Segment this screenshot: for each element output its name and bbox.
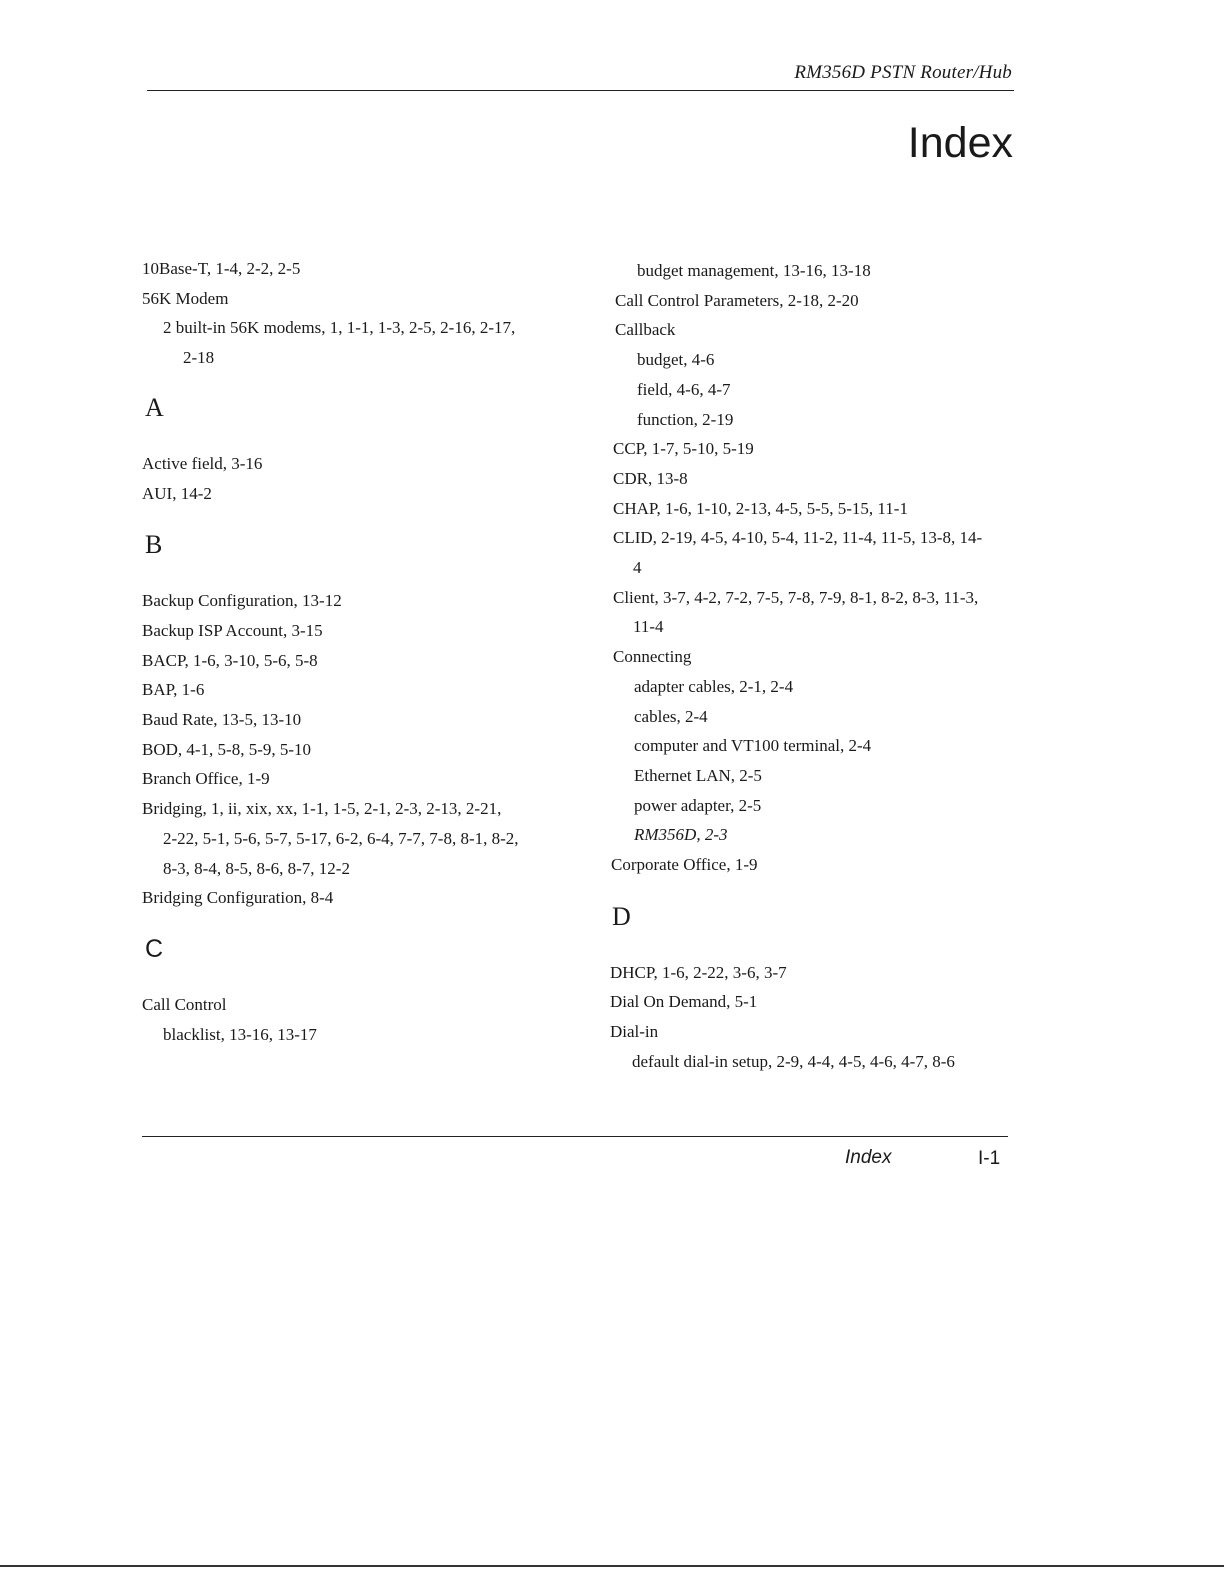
index-subentry: field, 4-6, 4-7 bbox=[637, 379, 731, 399]
index-entry: Call Control bbox=[142, 994, 227, 1014]
index-column-right bbox=[607, 256, 1027, 1077]
page-title: Index bbox=[907, 119, 1013, 167]
index-entry: Backup Configuration, 13-12 bbox=[142, 591, 342, 611]
index-entry: Backup ISP Account, 3-15 bbox=[142, 620, 323, 640]
index-entry: CHAP, 1-6, 1-10, 2-13, 4-5, 5-5, 5-15, 11-1 bbox=[613, 498, 908, 518]
section-letter-a: A bbox=[145, 392, 164, 422]
index-entry: Bridging Configuration, 8-4 bbox=[142, 888, 334, 908]
index-entry: Client, 3-7, 4-2, 7-2, 7-5, 7-8, 7-9, 8-1, 8-2, 8-3, 11-3, bbox=[613, 587, 979, 607]
section-letter-c: C bbox=[145, 934, 164, 963]
index-entry: Bridging, 1, ii, xix, xx, 1-1, 1-5, 2-1, 2-3, 2-13, 2-21, bbox=[142, 799, 502, 819]
index-entry: Branch Office, 1-9 bbox=[142, 769, 270, 789]
index-entry: Call Control Parameters, 2-18, 2-20 bbox=[615, 290, 859, 310]
index-entry: CDR, 13-8 bbox=[613, 468, 688, 488]
index-subentry: default dial-in setup, 2-9, 4-4, 4-5, 4-6, 4-7, 8-6 bbox=[632, 1051, 955, 1071]
index-subentry-continuation: 2-18 bbox=[183, 348, 215, 368]
index-entry: BOD, 4-1, 5-8, 5-9, 5-10 bbox=[142, 739, 312, 759]
index-entry: 10Base-T, 1-4, 2-2, 2-5 bbox=[142, 259, 301, 278]
index-subentry: Ethernet LAN, 2-5 bbox=[634, 765, 762, 785]
index-entry-continuation: 11-4 bbox=[633, 617, 664, 637]
index-column-left bbox=[142, 254, 562, 1049]
header-rule bbox=[147, 90, 1014, 91]
index-subentry: RM356D, 2-3 bbox=[634, 825, 728, 845]
index-entry: Connecting bbox=[613, 647, 692, 667]
index-entry: BACP, 1-6, 3-10, 5-6, 5-8 bbox=[142, 650, 318, 670]
index-subentry: budget, 4-6 bbox=[637, 350, 715, 370]
index-subentry: 2 built-in 56K modems, 1, 1-1, 1-3, 2-5, 2-16, 2-17, bbox=[163, 318, 516, 338]
index-subentry: cables, 2-4 bbox=[634, 706, 708, 726]
index-subentry: function, 2-19 bbox=[637, 409, 734, 429]
index-subentry: computer and VT100 terminal, 2-4 bbox=[634, 736, 872, 756]
index-entry: 56K Modem bbox=[142, 288, 229, 308]
index-entry-continuation: 8-3, 8-4, 8-5, 8-6, 8-7, 12-2 bbox=[163, 858, 350, 878]
index-entry: CLID, 2-19, 4-5, 4-10, 5-4, 11-2, 11-4, 11-5, 13-8, 14- bbox=[613, 528, 983, 548]
index-entry: Baud Rate, 13-5, 13-10 bbox=[142, 710, 302, 730]
running-header: RM356D PSTN Router/Hub bbox=[794, 62, 1012, 83]
index-entry: AUI, 14-2 bbox=[142, 483, 212, 503]
index-entry: Active field, 3-16 bbox=[142, 453, 263, 473]
scan-edge-line bbox=[0, 1565, 1224, 1567]
index-entry: DHCP, 1-6, 2-22, 3-6, 3-7 bbox=[610, 962, 787, 982]
section-letter-d: D bbox=[612, 901, 631, 931]
index-subentry: power adapter, 2-5 bbox=[634, 795, 762, 815]
footer-section-label: Index bbox=[845, 1147, 892, 1168]
page-number: I-1 bbox=[978, 1148, 1001, 1169]
footer-rule bbox=[142, 1136, 1008, 1137]
section-letter-b: B bbox=[145, 530, 163, 560]
index-entry: BAP, 1-6 bbox=[142, 680, 205, 700]
index-entry: Dial-in bbox=[610, 1022, 659, 1042]
index-entry-continuation: 2-22, 5-1, 5-6, 5-7, 5-17, 6-2, 6-4, 7-7, 7-8, 8-1, 8-2, bbox=[163, 828, 519, 848]
index-entry-continuation: 4 bbox=[633, 558, 642, 578]
index-entry: Dial On Demand, 5-1 bbox=[610, 992, 758, 1012]
index-entry: CCP, 1-7, 5-10, 5-19 bbox=[613, 439, 754, 459]
index-entry: Corporate Office, 1-9 bbox=[611, 855, 758, 875]
index-subentry: budget management, 13-16, 13-18 bbox=[637, 261, 871, 280]
index-entry: Callback bbox=[615, 320, 676, 340]
index-subentry: blacklist, 13-16, 13-17 bbox=[163, 1024, 317, 1044]
index-subentry: adapter cables, 2-1, 2-4 bbox=[634, 676, 794, 696]
